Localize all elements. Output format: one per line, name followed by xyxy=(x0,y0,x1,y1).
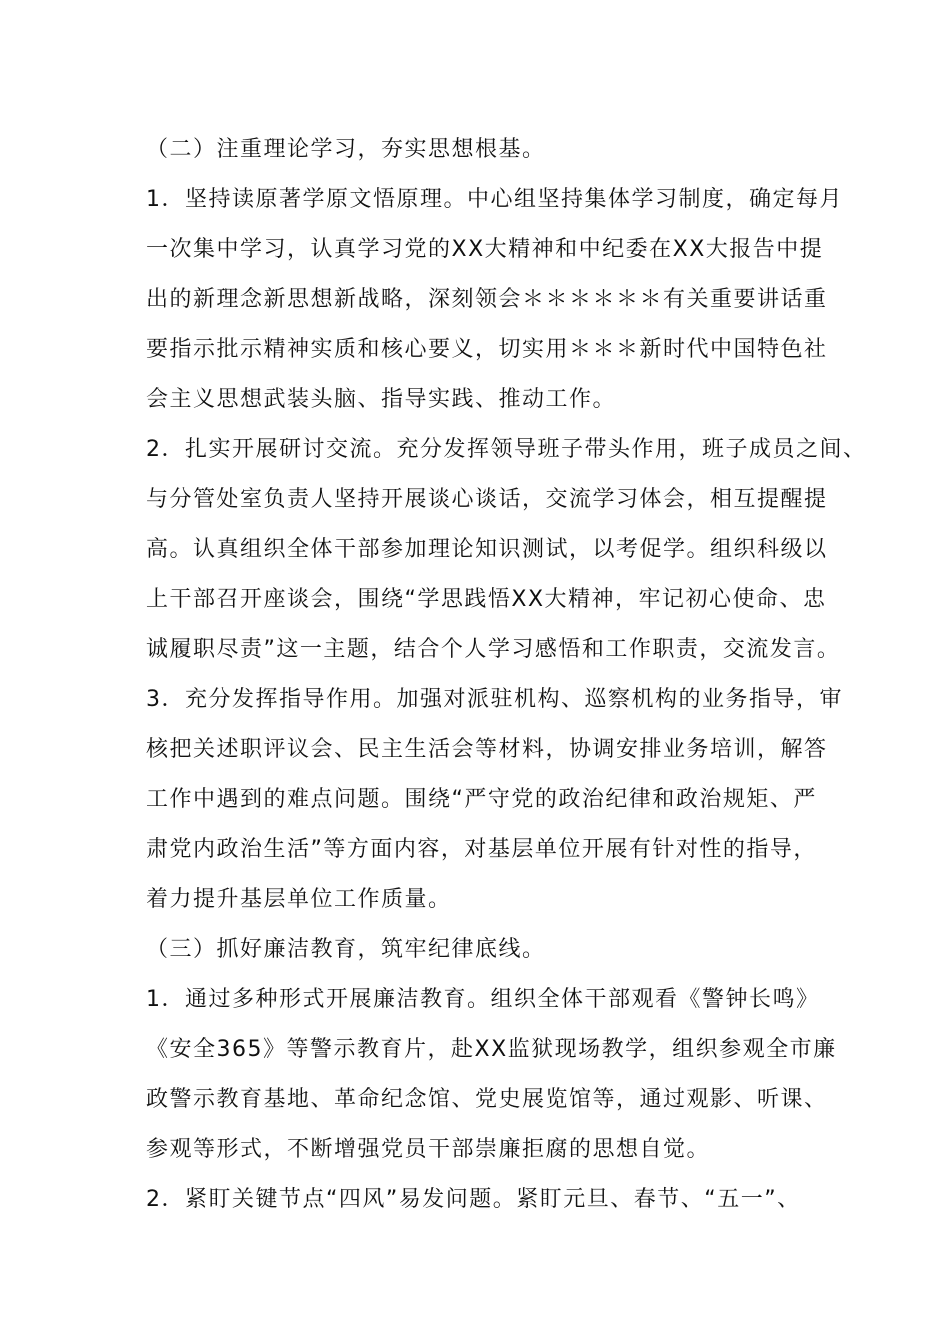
paragraph-line: 诚履职尽责”这一主题，结合个人学习感悟和工作职责，交流发言。 xyxy=(146,637,841,662)
paragraph-line: 政警示教育基地、革命纪念馆、党史展览馆等，通过观影、听课、 xyxy=(146,1087,828,1112)
paragraph-line: 肃党内政治生活”等方面内容，对基层单位开展有针对性的指导， xyxy=(146,837,817,862)
paragraph-line: 3．充分发挥指导作用。加强对派驻机构、巡察机构的业务指导，审 xyxy=(146,687,843,712)
paragraph-line: 2．扎实开展研讨交流。充分发挥领导班子带头作用，班子成员之间、 xyxy=(146,437,867,462)
paragraph-line: 1．通过多种形式开展廉洁教育。组织全体干部观看《警钟长鸣》 xyxy=(146,987,820,1012)
section-heading: （二）注重理论学习，夯实思想根基。 xyxy=(146,137,546,162)
paragraph-line: 与分管处室负责人坚持开展谈心谈话，交流学习体会，相互提醒提 xyxy=(146,487,828,512)
paragraph-line: 出的新理念新思想新战略，深刻领会＊＊＊＊＊＊有关重要讲话重 xyxy=(146,287,828,312)
paragraph-line: 高。认真组织全体干部参加理论知识测试，以考促学。组织科级以 xyxy=(146,537,828,562)
paragraph-line: 《安全365》等警示教育片，赴XX监狱现场教学，组织参观全市廉 xyxy=(146,1037,837,1062)
paragraph-line: 一次集中学习，认真学习党的XX大精神和中纪委在XX大报告中提 xyxy=(146,237,824,262)
paragraph-line: 着力提升基层单位工作质量。 xyxy=(146,887,452,912)
paragraph-line: 参观等形式，不断增强党员干部崇廉拒腐的思想自觉。 xyxy=(146,1137,711,1162)
paragraph-line: 2．紧盯关键节点“四风”易发问题。紧盯元旦、春节、“五一”、 xyxy=(146,1187,801,1212)
paragraph-line: 核把关述职评议会、民主生活会等材料，协调安排业务培训，解答 xyxy=(146,737,828,762)
paragraph-line: 1．坚持读原著学原文悟原理。中心组坚持集体学习制度，确定每月 xyxy=(146,187,843,212)
section-heading: （三）抓好廉洁教育，筑牢纪律底线。 xyxy=(146,937,546,962)
paragraph-line: 工作中遇到的难点问题。围绕“严守党的政治纪律和政治规矩、严 xyxy=(146,787,817,812)
paragraph-line: 会主义思想武装头脑、指导实践、推动工作。 xyxy=(146,387,617,412)
paragraph-line: 上干部召开座谈会，围绕“学思践悟XX大精神，牢记初心使命、忠 xyxy=(146,587,827,612)
paragraph-line: 要指示批示精神实质和核心要义，切实用＊＊＊新时代中国特色社 xyxy=(146,337,828,362)
